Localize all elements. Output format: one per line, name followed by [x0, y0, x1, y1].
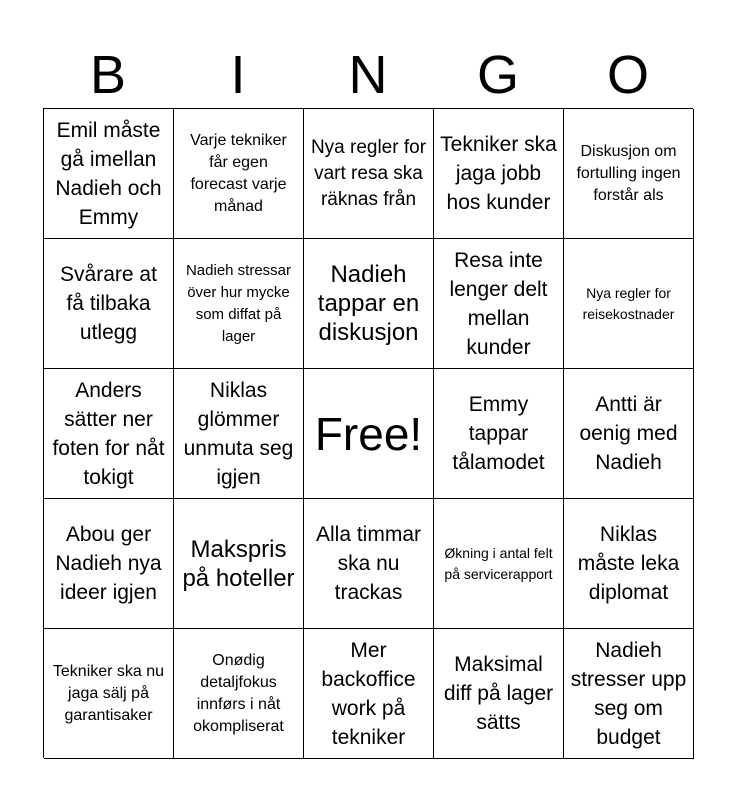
bingo-cell[interactable]: Alla timmar ska nu trackas: [304, 499, 434, 629]
bingo-cell[interactable]: Mer backoffice work på tekniker: [304, 629, 434, 759]
bingo-cell[interactable]: Niklas måste leka diplomat: [564, 499, 694, 629]
bingo-cell[interactable]: Anders sätter ner foten for nåt tokigt: [44, 369, 174, 499]
bingo-cell[interactable]: Nadieh stresser upp seg om budget: [564, 629, 694, 759]
header-letter-o: O: [606, 45, 649, 105]
header-letter-g: G: [476, 45, 519, 105]
header-letter-i: I: [230, 45, 246, 105]
free-space[interactable]: Free!: [304, 369, 434, 499]
bingo-cell[interactable]: Nya regler for reisekostnader: [564, 239, 694, 369]
bingo-cell[interactable]: Varje tekniker får egen forecast varje månad: [174, 109, 304, 239]
bingo-grid: [43, 108, 693, 758]
bingo-cell[interactable]: Niklas glömmer unmuta seg igjen: [174, 369, 304, 499]
header-letter-b: B: [89, 45, 127, 105]
bingo-cell[interactable]: Økning i antal felt på servicerapport: [434, 499, 564, 629]
bingo-cell[interactable]: Tekniker ska jaga jobb hos kunder: [434, 109, 564, 239]
bingo-cell[interactable]: Onødig detaljfokus innførs i nåt okompliserat: [174, 629, 304, 759]
bingo-cell[interactable]: Abou ger Nadieh nya ideer igjen: [44, 499, 174, 629]
bingo-cell[interactable]: Nadieh tappar en diskusjon: [304, 239, 434, 369]
bingo-header: [43, 44, 693, 106]
bingo-cell[interactable]: Nya regler for vart resa ska räknas från: [304, 109, 434, 239]
bingo-cell[interactable]: Resa inte lenger delt mellan kunder: [434, 239, 564, 369]
bingo-cell[interactable]: Diskusjon om fortulling ingen forstår als: [564, 109, 694, 239]
bingo-cell[interactable]: Nadieh stressar över hur mycke som diffat på lager: [174, 239, 304, 369]
bingo-cell[interactable]: Emmy tappar tålamodet: [434, 369, 564, 499]
bingo-cell[interactable]: Maksimal diff på lager sätts: [434, 629, 564, 759]
header-letter-n: N: [348, 45, 388, 105]
bingo-cell[interactable]: Tekniker ska nu jaga sälj på garantisaker: [44, 629, 174, 759]
bingo-cell[interactable]: Svårare at få tilbaka utlegg: [44, 239, 174, 369]
bingo-cell[interactable]: Makspris på hoteller: [174, 499, 304, 629]
bingo-cell[interactable]: Emil måste gå imellan Nadieh och Emmy: [44, 109, 174, 239]
bingo-cell[interactable]: Antti är oenig med Nadieh: [564, 369, 694, 499]
